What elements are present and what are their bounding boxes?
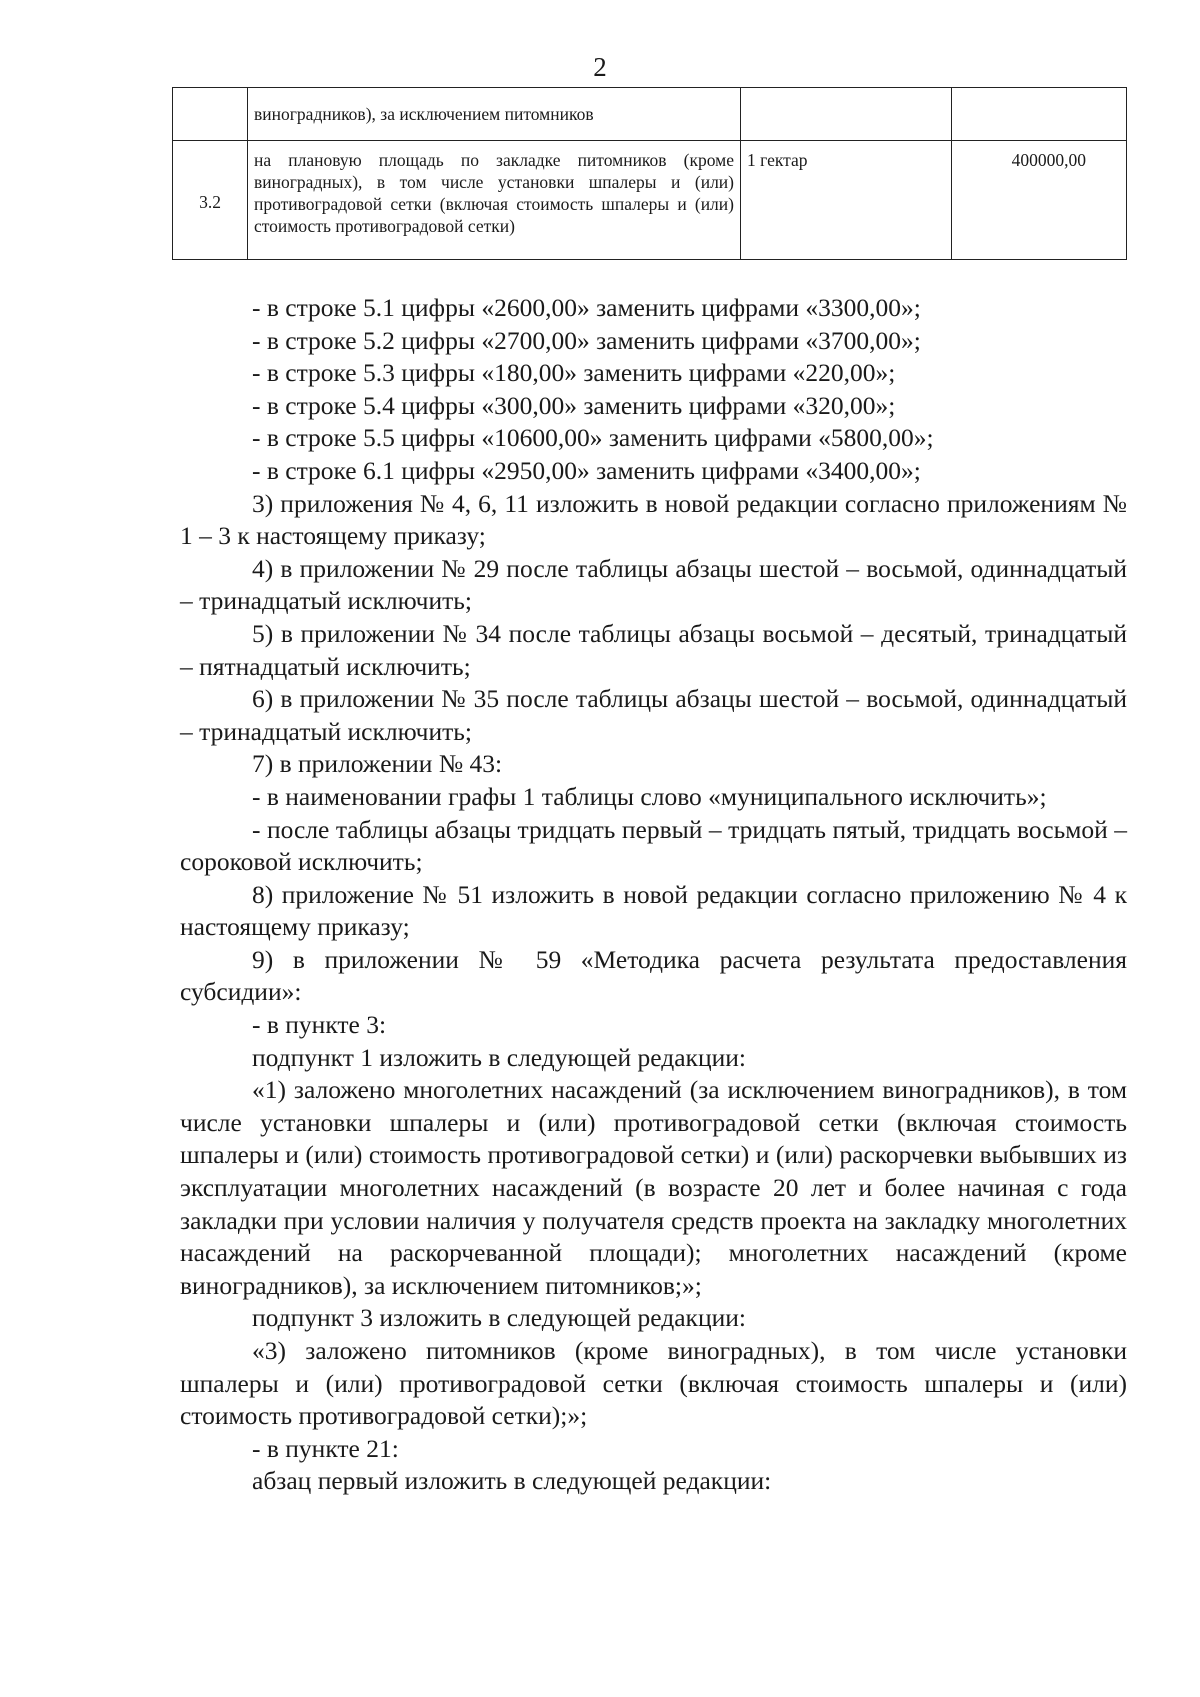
row-amount-cell [952,88,1127,141]
paragraph: - в строке 5.1 цифры «2600,00» заменить цифрами «3300,00»; [252,293,921,322]
row-amount-cell: 400000,00 [952,141,1127,260]
page-number: 2 [593,52,607,82]
paragraph: - в пункте 21: [252,1433,399,1463]
paragraph: - в пункте 3: [252,1010,387,1040]
paragraph: 9) в приложении № 59 «Методика расчета результата предоставления субсидии»: [180,944,1127,1007]
row-unit-cell [741,88,952,141]
row-description-cell: на плановую площадь по закладке питомников (кроме виноградных), в том числе установки шпалеры и (или) противоградовой сетки (включая стоимость шпалеры и (или) стоимость противоградовой сетки) [248,141,741,260]
paragraph: 3) приложения № 4, 6, 11 изложить в новой редакции согласно приложениям № 1 – 3 к настоящему приказу; [180,488,1127,551]
paragraph: «1) заложено многолетних насаждений (за исключением виноградников), в том числе установки шпалеры и (или) противоградовой сетки (включая стоимость шпалеры и (или) стоимость противоградовой сетки) и (или) раскорчевки выбывших из эксплуатации многолетних насаждений (в возрасте 20 лет и более начиная с года закладки при условии наличия у получателя средств проекта на закладку многолетних насаждений на раскорчеванной площади); многолетних насаждений (кроме виноградников), за исключением питомников;»; [180,1075,1127,1300]
row-description-cell: виноградников), за исключением питомников [248,88,741,141]
paragraph: 8) приложение № 51 изложить в новой редакции согласно приложению № 4 к настоящему приказу; [180,879,1127,942]
paragraph: 7) в приложении № 43: [252,749,503,779]
row-number-cell [173,88,248,141]
row-unit-cell: 1 гектар [741,141,952,260]
table-row [173,141,1127,260]
paragraph: подпункт 3 изложить в следующей редакции: [252,1303,746,1333]
paragraph: абзац первый изложить в следующей редакции: [252,1466,772,1496]
paragraph: - в строке 5.3 цифры «180,00» заменить цифрами «220,00»; [252,358,896,388]
paragraph: 4) в приложении № 29 после таблицы абзацы шестой – восьмой, одиннадцатый – тринадцатый исключить; [180,553,1127,616]
row-number-cell: 3.2 [173,141,248,260]
paragraph: - в наименовании графы 1 таблицы слово «муниципального исключить»; [252,781,1047,811]
table-row [173,88,1127,141]
paragraph: 6) в приложении № 35 после таблицы абзацы шестой – восьмой, одиннадцатый – тринадцатый исключить; [180,684,1127,746]
paragraph: - после таблицы абзацы тридцать первый – тридцать пятый, тридцать восьмой – сороковой исключить; [180,814,1127,877]
paragraph: подпункт 1 изложить в следующей редакции: [252,1042,746,1072]
paragraph: - в строке 5.4 цифры «300,00» заменить цифрами «320,00»; [252,390,896,420]
paragraph: 5) в приложении № 34 после таблицы абзацы восьмой – десятый, тринадцатый – пятнадцатый исключить; [180,618,1127,681]
paragraph: «3) заложено питомников (кроме виноградных), в том числе установки шпалеры и (или) противоградовой сетки (включая стоимость шпалеры и (или) стоимость противоградовой сетки);»; [180,1336,1127,1431]
paragraph: - в строке 5.2 цифры «2700,00» заменить цифрами «3700,00»; [252,325,921,355]
subsidy-rates-table [172,87,1127,260]
amendment-text [180,292,1127,1498]
paragraph: - в строке 5.5 цифры «10600,00» заменить цифрами «5800,00»; [252,423,934,453]
paragraph: - в строке 6.1 цифры «2950,00» заменить цифрами «3400,00»; [252,455,921,485]
